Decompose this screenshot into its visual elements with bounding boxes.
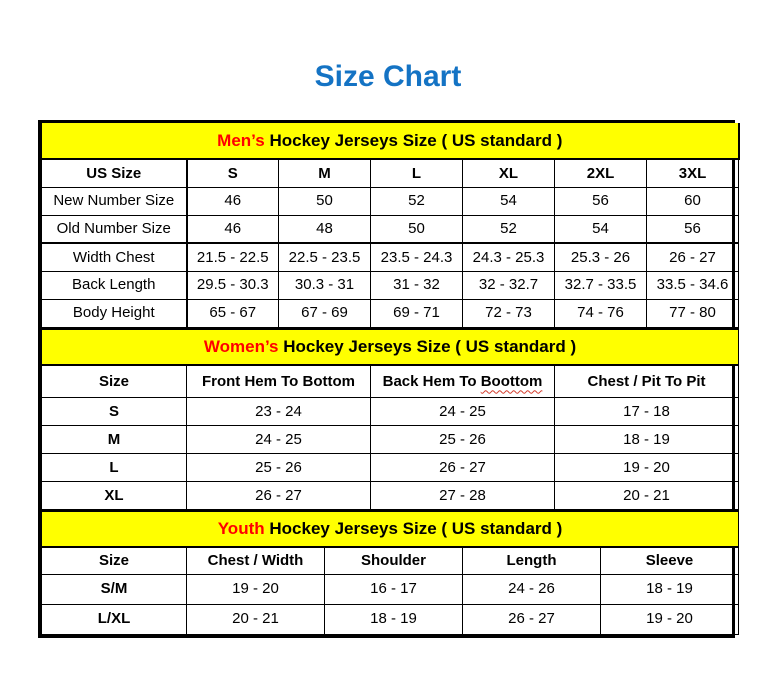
value-cell: 46 xyxy=(187,215,279,243)
value-cell: 24 - 26 xyxy=(463,574,601,604)
womens-banner-row xyxy=(42,329,739,365)
value-cell: 26 - 27 xyxy=(463,604,601,634)
row-label: S/M xyxy=(42,574,187,604)
value-cell: 26 - 27 xyxy=(647,243,739,271)
value-cell: 46 xyxy=(187,187,279,215)
value-cell: 31 - 32 xyxy=(371,271,463,299)
mens-header-row xyxy=(42,159,739,187)
table-row xyxy=(42,243,739,271)
value-cell: 21.5 - 22.5 xyxy=(187,243,279,271)
row-label: Back Length xyxy=(42,271,187,299)
mens-banner xyxy=(42,123,739,159)
womens-banner xyxy=(42,329,739,365)
table-row xyxy=(42,482,739,510)
table-row xyxy=(42,574,739,604)
header-text: Back Hem To xyxy=(382,372,477,390)
mens-banner-highlight: Men’s xyxy=(217,130,265,150)
value-cell: 67 - 69 xyxy=(279,299,371,327)
youth-banner-row xyxy=(42,511,739,547)
table-row xyxy=(42,271,739,299)
value-cell: 26 - 27 xyxy=(371,454,555,482)
value-cell: 69 - 71 xyxy=(371,299,463,327)
value-cell: 56 xyxy=(555,187,647,215)
value-cell: 24.3 - 25.3 xyxy=(463,243,555,271)
header-cell: Sleeve xyxy=(601,547,739,574)
value-cell: 24 - 25 xyxy=(371,398,555,426)
row-label: L xyxy=(42,454,187,482)
mens-banner-rest: Hockey Jerseys Size ( US standard ) xyxy=(269,130,563,150)
value-cell: 32.7 - 33.5 xyxy=(555,271,647,299)
header-cell: M xyxy=(279,159,371,187)
table-row xyxy=(42,604,739,634)
value-cell: 32 - 32.7 xyxy=(463,271,555,299)
table-row xyxy=(42,215,739,243)
header-cell: Shoulder xyxy=(325,547,463,574)
row-label: Old Number Size xyxy=(42,215,187,243)
value-cell: 52 xyxy=(463,215,555,243)
youth-header-row xyxy=(42,547,739,574)
header-cell xyxy=(371,365,555,398)
value-cell: 33.5 - 34.6 xyxy=(647,271,739,299)
row-label: Width Chest xyxy=(42,243,187,271)
value-cell: 27 - 28 xyxy=(371,482,555,510)
value-cell: 18 - 19 xyxy=(601,574,739,604)
youth-banner-highlight: Youth xyxy=(217,519,265,539)
row-label: XL xyxy=(42,482,187,510)
womens-header-row xyxy=(42,365,739,398)
value-cell: 19 - 20 xyxy=(601,604,739,634)
value-cell: 77 - 80 xyxy=(647,299,739,327)
womens-banner-highlight: Women’s xyxy=(203,336,279,356)
value-cell: 24 - 25 xyxy=(187,426,371,454)
mens-banner-row xyxy=(42,123,739,159)
header-cell: 2XL xyxy=(555,159,647,187)
table-row xyxy=(42,398,739,426)
value-cell: 23.5 - 24.3 xyxy=(371,243,463,271)
value-cell: 74 - 76 xyxy=(555,299,647,327)
value-cell: 23 - 24 xyxy=(187,398,371,426)
header-cell: XL xyxy=(463,159,555,187)
youth-banner-rest: Hockey Jerseys Size ( US standard ) xyxy=(269,519,563,539)
table-row xyxy=(42,299,739,327)
header-cell: Chest / Pit To Pit xyxy=(555,365,739,398)
value-cell: 20 - 21 xyxy=(187,604,325,634)
value-cell: 26 - 27 xyxy=(187,482,371,510)
value-cell: 22.5 - 23.5 xyxy=(279,243,371,271)
table-row xyxy=(42,187,739,215)
row-label: New Number Size xyxy=(42,187,187,215)
mens-size-table xyxy=(41,123,740,328)
value-cell: 25.3 - 26 xyxy=(555,243,647,271)
value-cell: 30.3 - 31 xyxy=(279,271,371,299)
womens-banner-rest: Hockey Jerseys Size ( US standard ) xyxy=(283,336,577,356)
header-cell: Size xyxy=(42,365,187,398)
value-cell: 60 xyxy=(647,187,739,215)
womens-size-table xyxy=(41,328,739,511)
value-cell: 29.5 - 30.3 xyxy=(187,271,279,299)
row-label: S xyxy=(42,398,187,426)
value-cell: 17 - 18 xyxy=(555,398,739,426)
row-label: M xyxy=(42,426,187,454)
value-cell: 16 - 17 xyxy=(325,574,463,604)
header-cell: Length xyxy=(463,547,601,574)
value-cell: 54 xyxy=(555,215,647,243)
value-cell: 50 xyxy=(279,187,371,215)
value-cell: 65 - 67 xyxy=(187,299,279,327)
value-cell: 52 xyxy=(371,187,463,215)
youth-size-table xyxy=(41,510,739,635)
value-cell: 19 - 20 xyxy=(187,574,325,604)
value-cell: 18 - 19 xyxy=(325,604,463,634)
value-cell: 25 - 26 xyxy=(371,426,555,454)
value-cell: 20 - 21 xyxy=(555,482,739,510)
value-cell: 25 - 26 xyxy=(187,454,371,482)
value-cell: 54 xyxy=(463,187,555,215)
row-label: Body Height xyxy=(42,299,187,327)
header-cell: Size xyxy=(42,547,187,574)
row-label: L/XL xyxy=(42,604,187,634)
value-cell: 56 xyxy=(647,215,739,243)
header-cell: L xyxy=(371,159,463,187)
value-cell: 19 - 20 xyxy=(555,454,739,482)
page-title: Size Chart xyxy=(314,60,462,93)
value-cell: 18 - 19 xyxy=(555,426,739,454)
header-cell: Front Hem To Bottom xyxy=(187,365,371,398)
table-row xyxy=(42,426,739,454)
youth-banner xyxy=(42,511,739,547)
header-cell: S xyxy=(187,159,279,187)
value-cell: 48 xyxy=(279,215,371,243)
header-cell: US Size xyxy=(42,159,187,187)
header-cell: Chest / Width xyxy=(187,547,325,574)
size-chart-tables xyxy=(38,120,735,638)
misspelled-word: Boottom xyxy=(480,372,543,390)
table-row xyxy=(42,454,739,482)
header-cell: 3XL xyxy=(647,159,739,187)
value-cell: 72 - 73 xyxy=(463,299,555,327)
value-cell: 50 xyxy=(371,215,463,243)
